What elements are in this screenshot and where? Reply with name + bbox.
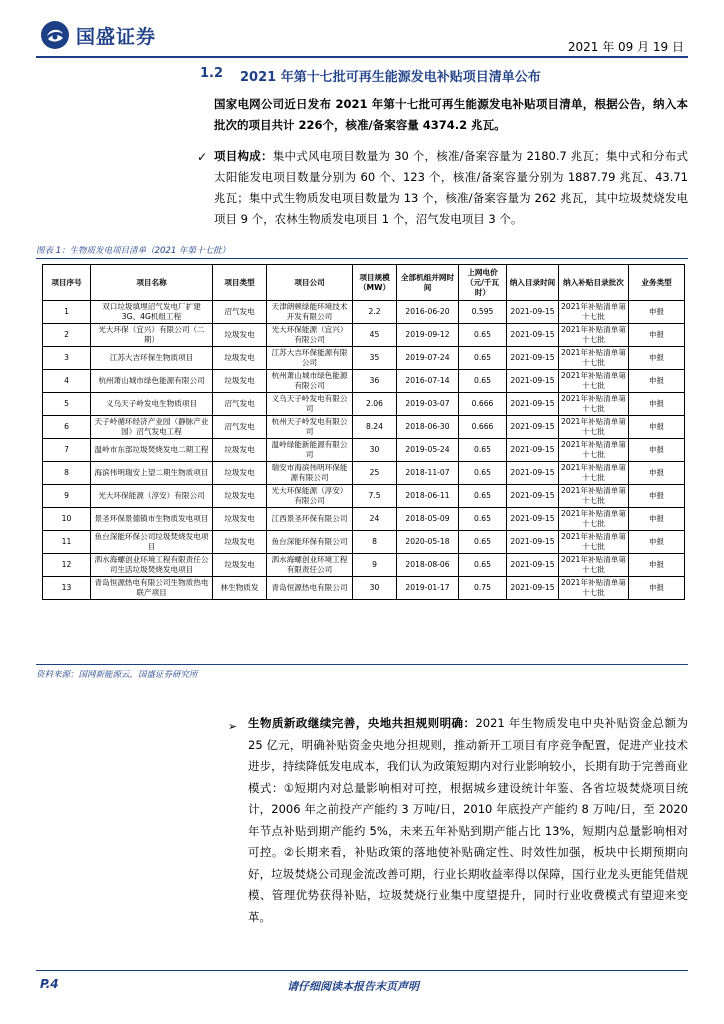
- table-cell: 2019-09-12: [397, 324, 459, 347]
- table-cell: 2.2: [353, 301, 397, 324]
- report-date: 2021 年 09 月 19 日: [567, 40, 684, 54]
- table-cell: 泗水海螺创业环境工程有限责任公司: [267, 554, 353, 577]
- footer-divider: [36, 970, 688, 971]
- table-body: [43, 301, 685, 600]
- table-cell: 0.666: [459, 416, 507, 439]
- table-cell: 2021-09-15: [507, 347, 559, 370]
- table-cell: 光大环保能源（淳安）有限公司: [267, 485, 353, 508]
- bullet-lead: 项目构成：: [214, 149, 273, 163]
- table-cell: 2021-09-15: [507, 439, 559, 462]
- table-header-cell: 项目规模（MW）: [353, 265, 397, 301]
- table-cell: 0.75: [459, 577, 507, 600]
- table-cell: 杭州萧山城市绿色能源有限公司: [267, 370, 353, 393]
- figure-caption: 图表 1：生物质发电项目清单（2021 年第十七批）: [36, 246, 230, 256]
- table-row: [43, 416, 685, 439]
- table-cell: 8: [43, 462, 91, 485]
- table-cell: 天津朗顿绿能环境技术开发有限公司: [267, 301, 353, 324]
- section-title: 2021 年第十七批可再生能源发电补贴项目清单公布: [240, 70, 541, 85]
- table-cell: 7: [43, 439, 91, 462]
- table-cell: 30: [353, 577, 397, 600]
- table-cell: 11: [43, 531, 91, 554]
- table-cell: 0.65: [459, 485, 507, 508]
- table-cell: 1: [43, 301, 91, 324]
- table-cell: 申报: [629, 485, 685, 508]
- table-cell: 杭州萧山城市绿色能源有限公司: [91, 370, 213, 393]
- table-header-cell: 纳入补贴目录批次: [559, 265, 629, 301]
- table-cell: 0.65: [459, 439, 507, 462]
- table-cell: 泗水海螺创业环境工程有限责任公司生活垃圾焚烧发电项目: [91, 554, 213, 577]
- table-cell: 2021年补贴清单第十七批: [559, 393, 629, 416]
- table-cell: 0.666: [459, 393, 507, 416]
- table-cell: 2021年补贴清单第十七批: [559, 462, 629, 485]
- table-cell: 沼气发电: [213, 301, 267, 324]
- table-cell: 垃圾发电: [213, 324, 267, 347]
- table-cell: 2016-06-20: [397, 301, 459, 324]
- table-cell: 申报: [629, 462, 685, 485]
- table-cell: 申报: [629, 508, 685, 531]
- table-cell: 申报: [629, 416, 685, 439]
- table-cell: 2021年补贴清单第十七批: [559, 508, 629, 531]
- section-number: 1.2: [200, 66, 224, 81]
- table-cell: 垃圾发电: [213, 508, 267, 531]
- source-divider: [36, 664, 688, 665]
- table-cell: 2021-09-15: [507, 508, 559, 531]
- table-row: [43, 508, 685, 531]
- table-cell: 垃圾发电: [213, 347, 267, 370]
- bullet-text: 集中式风电项目数量为 30 个，核准/备案容量为 2180.7 兆瓦；集中式和分布式太阳能发电项目数量分别为 60 个、123 个，核准/备案容量分别为 1887.79 兆瓦、43.71 兆瓦；集中式生物质发电项目数量为 13 个，核准/备案容量为 262 兆瓦，其中垃圾焚烧发电项目 9 个，农林生物质发电项目 1 个，沼气发电项目 3 个。: [214, 149, 689, 226]
- table-cell: 江西景圣环保有限公司: [267, 508, 353, 531]
- table-cell: 申报: [629, 577, 685, 600]
- table-cell: 2021-09-15: [507, 370, 559, 393]
- table-row: [43, 462, 685, 485]
- table-cell: 温岭绿能新能源有限公司: [267, 439, 353, 462]
- table-cell: 2021-09-15: [507, 393, 559, 416]
- table-header-cell: 业务类型: [629, 265, 685, 301]
- table-cell: 光大环保能源（淳安）有限公司: [91, 485, 213, 508]
- table-cell: 天子岭循环经济产业园（静脉产业园）沼气发电工程: [91, 416, 213, 439]
- figure-divider: [36, 258, 688, 259]
- table-cell: 2021年补贴清单第十七批: [559, 554, 629, 577]
- table-cell: 垃圾发电: [213, 439, 267, 462]
- table-cell: 2016-07-14: [397, 370, 459, 393]
- table-header-cell: 项目序号: [43, 265, 91, 301]
- table-row: [43, 324, 685, 347]
- summary-paragraph: 国家电网公司近日发布 2021 年第十七批可再生能源发电补贴项目清单，根据公告，纳入本批次的项目共计 226个，核准/备案容量 4374.2 兆瓦。: [214, 97, 688, 132]
- table-row: [43, 370, 685, 393]
- table-cell: 温岭市东部垃圾焚烧发电二期工程: [91, 439, 213, 462]
- table-row: [43, 531, 685, 554]
- table-header-cell: 项目类型: [213, 265, 267, 301]
- table-cell: 2021-09-15: [507, 416, 559, 439]
- table-cell: 12: [43, 554, 91, 577]
- footer-disclaimer: 请仔细阅读本报告末页声明: [287, 980, 419, 993]
- table-cell: 申报: [629, 554, 685, 577]
- table-cell: 6: [43, 416, 91, 439]
- table-cell: 9: [43, 485, 91, 508]
- table-cell: 双口垃圾填埋沼气发电厂扩建3G、4G机组工程: [91, 301, 213, 324]
- table-cell: 2019-03-07: [397, 393, 459, 416]
- figure-source: 资料来源：国网新能源云，国盛证券研究所: [36, 670, 198, 680]
- table-cell: 青岛恒源热电有限公司: [267, 577, 353, 600]
- table-cell: 2021年补贴清单第十七批: [559, 324, 629, 347]
- table-cell: 光大环保能源（宜兴）有限公司: [267, 324, 353, 347]
- table-cell: 2021-09-15: [507, 324, 559, 347]
- table-cell: 2021年补贴清单第十七批: [559, 416, 629, 439]
- table-cell: 申报: [629, 531, 685, 554]
- table-cell: 2018-05-09: [397, 508, 459, 531]
- table-header-row: [43, 265, 685, 301]
- table-row: [43, 554, 685, 577]
- table-cell: 0.65: [459, 508, 507, 531]
- table-cell: 2021年补贴清单第十七批: [559, 485, 629, 508]
- table-row: [43, 393, 685, 416]
- table-cell: 45: [353, 324, 397, 347]
- table-cell: 2021-09-15: [507, 301, 559, 324]
- table-cell: 瑞安市海滨伟明环保能源有限公司: [267, 462, 353, 485]
- table-cell: 25: [353, 462, 397, 485]
- table-row: [43, 577, 685, 600]
- table-header-cell: 项目公司: [267, 265, 353, 301]
- table-cell: 江苏大吉环保能源有限公司: [267, 347, 353, 370]
- table-cell: 30: [353, 439, 397, 462]
- table-header-cell: 纳入目录时间: [507, 265, 559, 301]
- bullet-lead: 生物质新政继续完善，央地共担规则明确：: [248, 716, 476, 730]
- table-cell: 2: [43, 324, 91, 347]
- table-row: [43, 301, 685, 324]
- header-divider: [36, 56, 688, 58]
- table-cell: 35: [353, 347, 397, 370]
- table-header-cell: 全部机组并网时间: [397, 265, 459, 301]
- table-cell: 4: [43, 370, 91, 393]
- table-cell: 8.24: [353, 416, 397, 439]
- table-cell: 垃圾发电: [213, 485, 267, 508]
- table-cell: 2018-06-11: [397, 485, 459, 508]
- table-cell: 垃圾发电: [213, 462, 267, 485]
- company-logo-icon: [40, 20, 70, 50]
- table-cell: 5: [43, 393, 91, 416]
- table-cell: 2021年补贴清单第十七批: [559, 439, 629, 462]
- table-cell: 垃圾发电: [213, 370, 267, 393]
- table-cell: 申报: [629, 301, 685, 324]
- table-cell: 鱼台深能环保公司垃圾焚烧发电项目: [91, 531, 213, 554]
- table-cell: 2019-01-17: [397, 577, 459, 600]
- table-cell: 申报: [629, 324, 685, 347]
- table-cell: 0.65: [459, 462, 507, 485]
- table-cell: 江苏大吉环保生物质项目: [91, 347, 213, 370]
- table-cell: 36: [353, 370, 397, 393]
- table-cell: 2021年补贴清单第十七批: [559, 531, 629, 554]
- table-cell: 申报: [629, 347, 685, 370]
- table-cell: 7.5: [353, 485, 397, 508]
- policy-paragraph: [248, 713, 688, 928]
- table-cell: 申报: [629, 370, 685, 393]
- table-cell: 申报: [629, 439, 685, 462]
- table-cell: 2021-09-15: [507, 577, 559, 600]
- table-cell: 义乌天子岭发电有限公司: [267, 393, 353, 416]
- table-cell: 2018-06-30: [397, 416, 459, 439]
- table-cell: 2018-08-06: [397, 554, 459, 577]
- table-cell: 0.595: [459, 301, 507, 324]
- table-cell: 垃圾发电: [213, 531, 267, 554]
- page-number: P.4: [40, 977, 59, 991]
- table-cell: 0.65: [459, 554, 507, 577]
- table-cell: 2019-05-24: [397, 439, 459, 462]
- table-cell: 2.06: [353, 393, 397, 416]
- company-logo-text: 国盛证券: [76, 26, 157, 48]
- table-cell: 8: [353, 531, 397, 554]
- table-cell: 2020-05-18: [397, 531, 459, 554]
- table-cell: 0.65: [459, 370, 507, 393]
- table-cell: 申报: [629, 393, 685, 416]
- table-cell: 9: [353, 554, 397, 577]
- table-cell: 海滨伟明瑞安上望二期生物质项目: [91, 462, 213, 485]
- checkmark-icon: ✓: [197, 150, 208, 164]
- table-cell: 林生物质发: [213, 577, 267, 600]
- table-cell: 24: [353, 508, 397, 531]
- table-cell: 2021-09-15: [507, 554, 559, 577]
- project-composition-paragraph: [214, 146, 688, 230]
- table-cell: 景圣环保景德镇市生物质发电项目: [91, 508, 213, 531]
- table-cell: 垃圾发电: [213, 554, 267, 577]
- table-cell: 2018-11-07: [397, 462, 459, 485]
- table-cell: 2019-07-24: [397, 347, 459, 370]
- project-table: [42, 264, 685, 600]
- table-cell: 沼气发电: [213, 416, 267, 439]
- table-cell: 0.65: [459, 347, 507, 370]
- table-cell: 2021-09-15: [507, 485, 559, 508]
- table-cell: 杭州天子岭发电有限公司: [267, 416, 353, 439]
- table-cell: 义乌天子岭发电生物质项目: [91, 393, 213, 416]
- table-cell: 2021-09-15: [507, 462, 559, 485]
- table-cell: 10: [43, 508, 91, 531]
- table-row: [43, 439, 685, 462]
- table-cell: 青岛恒源热电有限公司生物质热电联产项目: [91, 577, 213, 600]
- table-cell: 沼气发电: [213, 393, 267, 416]
- bullet-text: 2021 年生物质发电中央补贴资金总额为 25 亿元，明确补贴资金央地分担规则，推动新开工项目有序竞争配置，促进产业技术进步，持续降低发电成本，我们认为政策短期内对行业影响较小，长期有助于完善商业模式：①短期内对总量影响相对可控，根据城乡建设统计年鉴、各省垃圾焚烧项目统计，2006 年之前投产产能约 3 万吨/日，2010 年底投产产能约 8 万吨/日，至 2020 年节点补贴到期产能约 5%，未来五年补贴到期产能占比 13%，短期内总量影响相对可控。②长期来看，补贴政策的落地使补贴确定性、时效性加强，板块中长期预期向好，垃圾焚烧公司现金流改善可期，行业长期收益率得以保障，国行业龙头更能凭借规模、管理优势获得补贴，垃圾焚烧行业集中度望提升，同时行业收费模式有望迎来变革。: [248, 716, 688, 924]
- table-cell: 3: [43, 347, 91, 370]
- table-row: [43, 347, 685, 370]
- table-cell: 13: [43, 577, 91, 600]
- table-cell: 2021-09-15: [507, 531, 559, 554]
- table-cell: 2021年补贴清单第十七批: [559, 347, 629, 370]
- table-cell: 2021年补贴清单第十七批: [559, 370, 629, 393]
- table-cell: 2021年补贴清单第十七批: [559, 301, 629, 324]
- table-cell: 鱼台深能环保有限公司: [267, 531, 353, 554]
- table-cell: 0.65: [459, 324, 507, 347]
- table-header-cell: 上网电价（元/千瓦时）: [459, 265, 507, 301]
- table-header-cell: 项目名称: [91, 265, 213, 301]
- table-cell: 0.65: [459, 531, 507, 554]
- table-row: [43, 485, 685, 508]
- arrow-bullet-icon: ➢: [228, 720, 238, 733]
- table-cell: 2021年补贴清单第十七批: [559, 577, 629, 600]
- table-cell: 光大环保（宜兴）有限公司（二期）: [91, 324, 213, 347]
